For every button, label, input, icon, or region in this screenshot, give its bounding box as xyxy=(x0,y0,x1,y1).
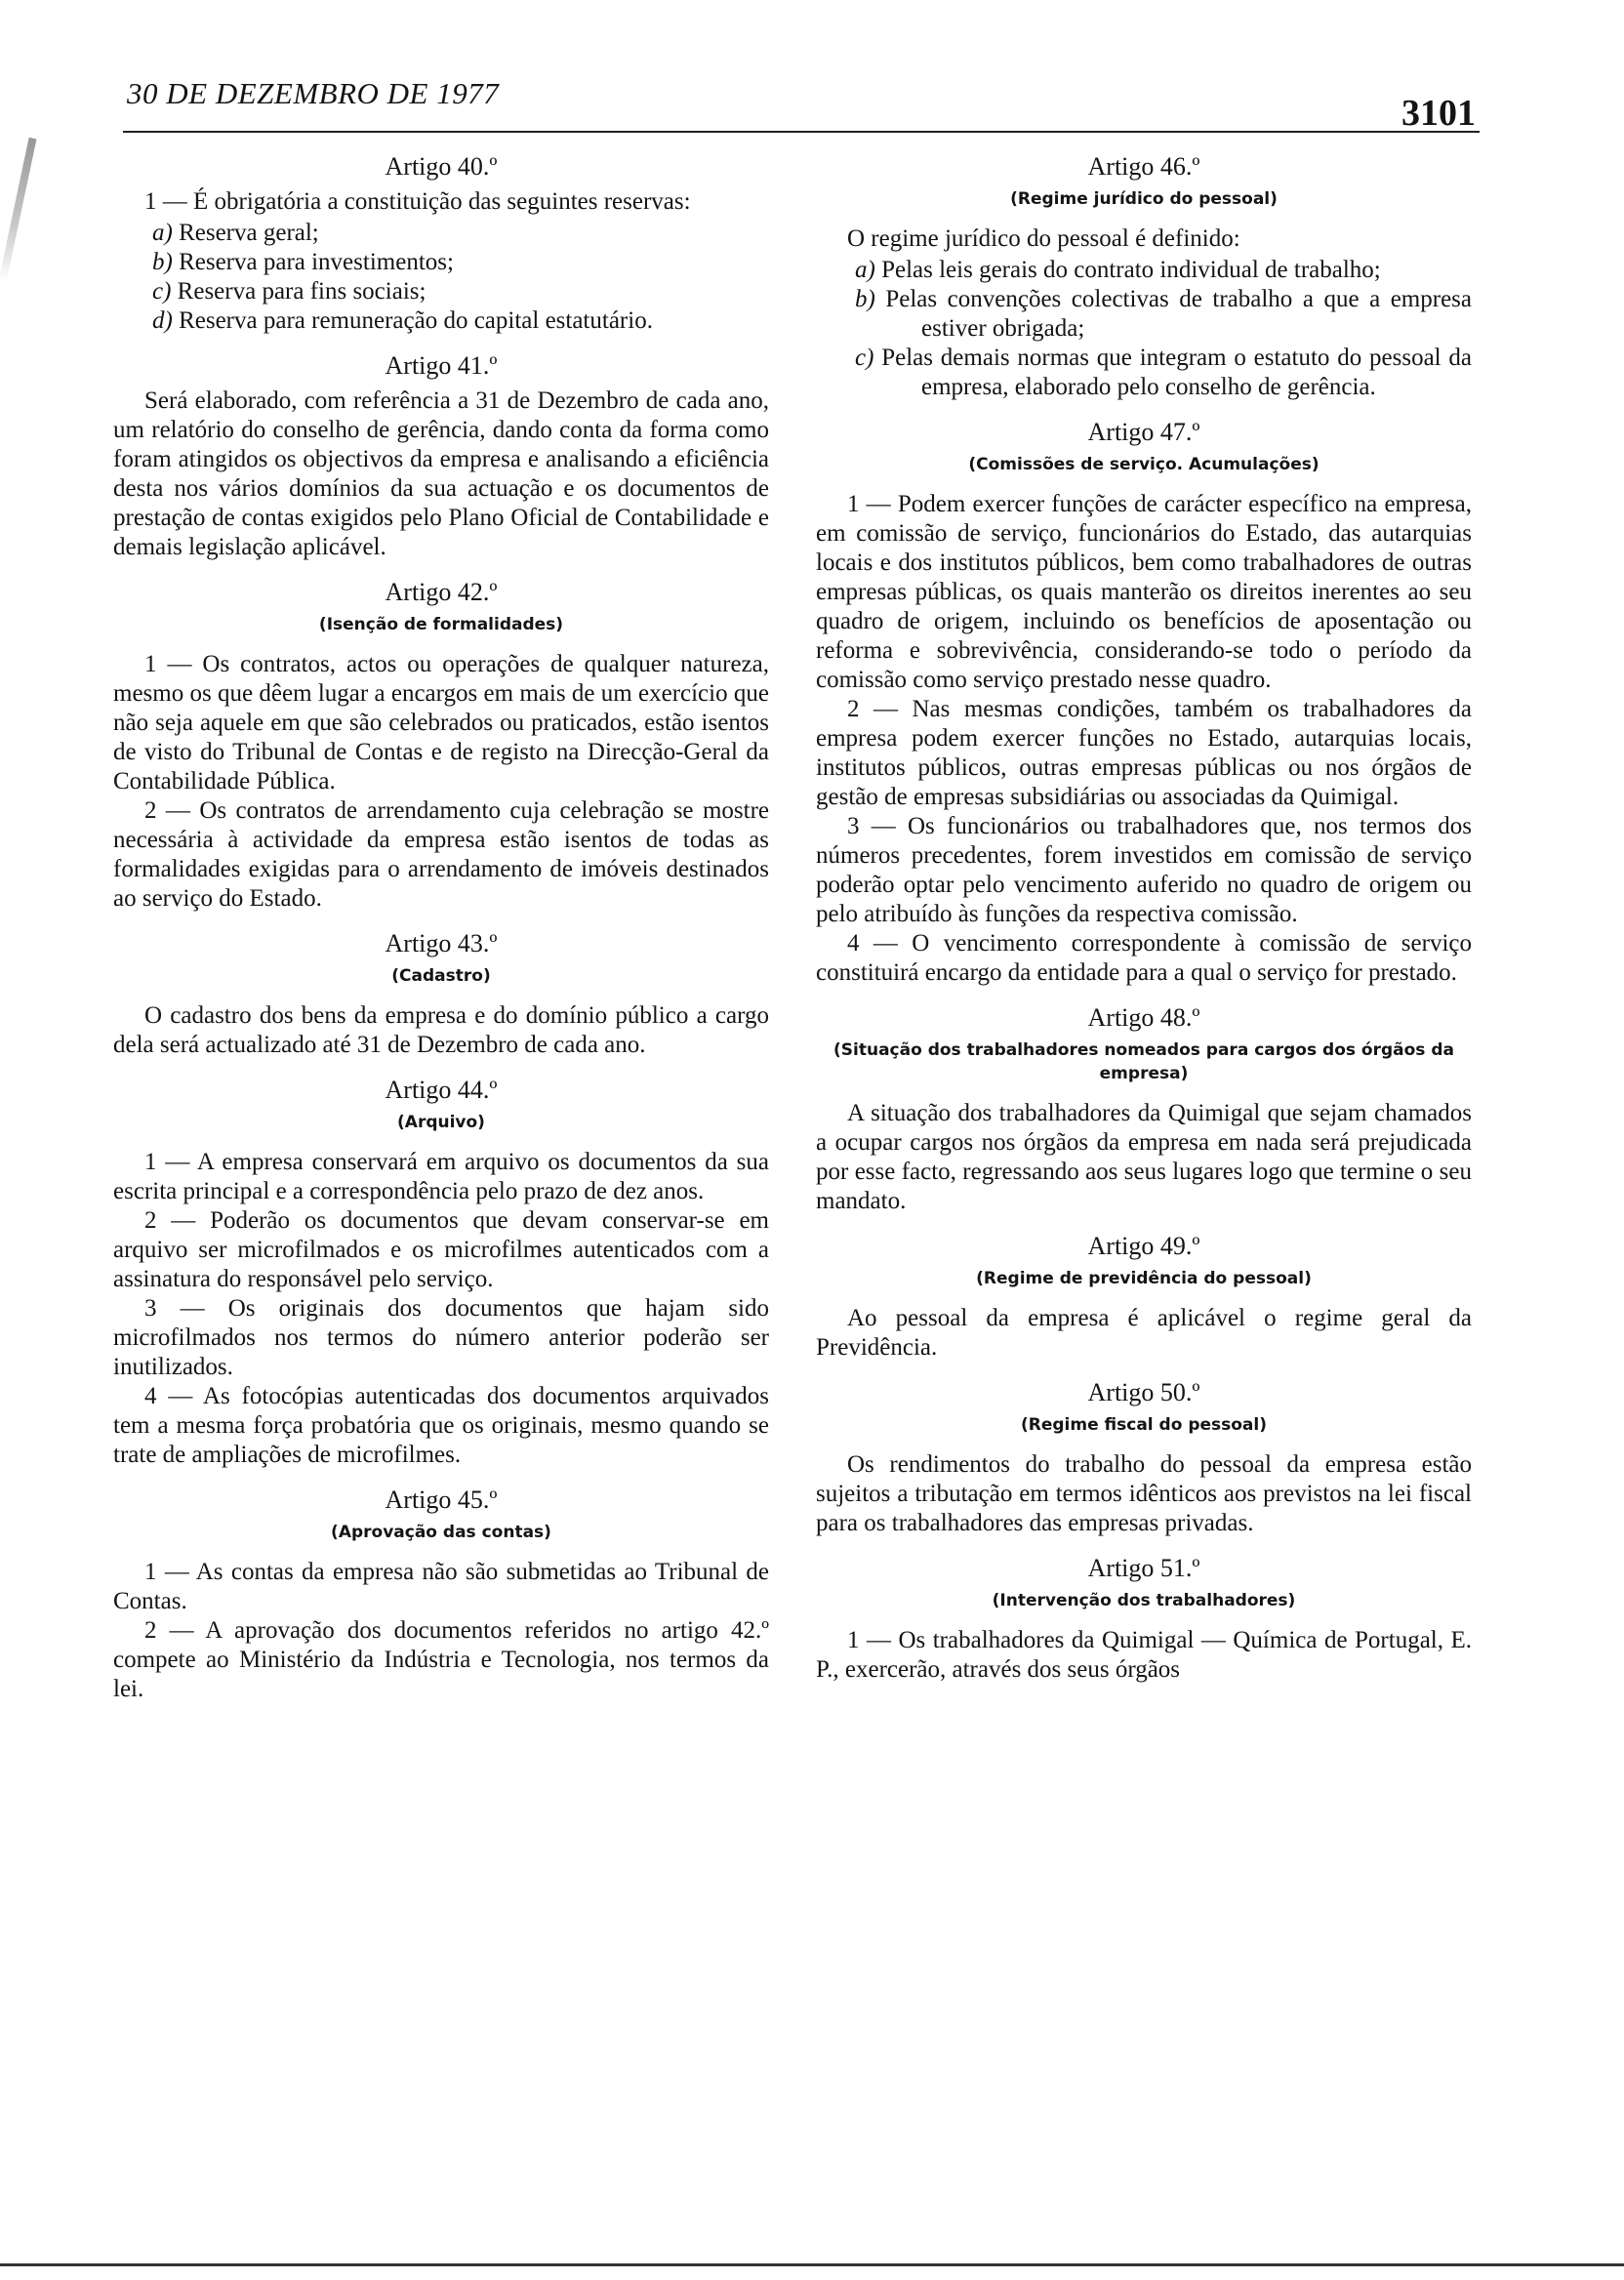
list-item xyxy=(113,277,769,306)
article-paragraph: 2 — Poderão os documentos que devam conservar-se em arquivo ser microfilmados e os microfilmes autenticados com a assinatura do responsável pelo serviço. xyxy=(113,1207,769,1292)
article-paragraph: 1 — A empresa conservará em arquivo os documentos da sua escrita principal e a correspondência pelo prazo de dez anos. xyxy=(113,1149,769,1204)
article-title: Artigo 45.º xyxy=(385,1486,498,1514)
article xyxy=(113,929,769,1060)
list-item-label: b) xyxy=(855,286,875,312)
article-subtitle: (Regime fiscal do pessoal) xyxy=(1020,1415,1267,1435)
article-paragraph: 4 — As fotocópias autenticadas dos documentos arquivados tem a mesma força probatória que os originais, mesmo quando se trate de ampliações de microfilmes. xyxy=(113,1383,769,1468)
list-item-label: d) xyxy=(152,307,173,334)
list-item xyxy=(113,306,769,336)
article xyxy=(816,418,1472,988)
list-item-text: Pelas convenções colectivas de trabalho a que a empresa estiver obrigada; xyxy=(885,286,1473,342)
article xyxy=(113,152,769,336)
article xyxy=(113,578,769,914)
list-item xyxy=(113,248,769,277)
list-item-label: c) xyxy=(152,278,172,305)
article xyxy=(816,1554,1472,1685)
article xyxy=(113,1076,769,1470)
list-item xyxy=(816,285,1472,344)
article-title: Artigo 44.º xyxy=(385,1076,498,1104)
article xyxy=(113,1486,769,1704)
article-title: Artigo 42.º xyxy=(385,578,498,606)
article-paragraph: O cadastro dos bens da empresa e do domínio público a cargo dela será actualizado até 31 de Dezembro de cada ano. xyxy=(113,1002,769,1058)
article-paragraph: 2 — Nas mesmas condições, também os trabalhadores da empresa podem exercer funções no Estado, autarquias locais, institutos públicos, outras empresas públicas ou nos órgãos de gestão de empresas subsidiárias ou associadas da Quimigal. xyxy=(816,696,1472,810)
article-paragraph: Os rendimentos do trabalho do pessoal da empresa estão sujeitos a tributação em termos idênticos aos previstos na lei fiscal para os trabalhadores das empresas privadas. xyxy=(816,1451,1472,1536)
article-paragraph: 3 — Os funcionários ou trabalhadores que, nos termos dos números precedentes, forem investidos em comissão de serviço poderão optar pelo vencimento auferido no quadro de origem ou pelo atribuído às funções da respectiva comissão. xyxy=(816,813,1472,927)
article xyxy=(816,152,1472,402)
article-title: Artigo 48.º xyxy=(1087,1003,1200,1032)
article-paragraph: 1 — É obrigatória a constituição das seguintes reservas: xyxy=(144,188,691,215)
header-date: 30 DE DEZEMBRO DE 1977 xyxy=(127,76,500,110)
list-item-text: Reserva geral; xyxy=(179,220,319,246)
article xyxy=(113,351,769,562)
article-paragraph: Ao pessoal da empresa é aplicável o regime geral da Previdência. xyxy=(816,1305,1472,1361)
article-title: Artigo 41.º xyxy=(385,351,498,380)
article-subtitle: (Isenção de formalidades) xyxy=(318,615,564,634)
article-list xyxy=(113,219,769,336)
article-title: Artigo 51.º xyxy=(1087,1554,1200,1582)
bottom-rule xyxy=(0,2263,1624,2266)
list-item xyxy=(816,344,1472,402)
article-subtitle: (Situação dos trabalhadores nomeados para cargos dos órgãos da empresa) xyxy=(833,1040,1454,1083)
article-subtitle: (Regime de previdência do pessoal) xyxy=(976,1269,1312,1288)
article-paragraph: Será elaborado, com referência a 31 de Dezembro de cada ano, um relatório do conselho de gerência, dando conta da forma como foram atingidos os objectivos da empresa e analisando a eficiência desta nos vários domínios da sua actuação e os documentos de prestação de contas exigidos pelo Plano Oficial de Contabilidade e demais legislação aplicável. xyxy=(113,387,769,560)
list-item xyxy=(816,256,1472,285)
article-title: Artigo 43.º xyxy=(385,929,498,957)
list-item-text: Pelas demais normas que integram o estatuto do pessoal da empresa, elaborado pelo conselho de gerência. xyxy=(881,345,1473,400)
page-header xyxy=(123,68,1480,133)
list-item-text: Reserva para investimentos; xyxy=(179,249,454,275)
article xyxy=(816,1232,1472,1363)
list-item-label: b) xyxy=(152,249,173,275)
article-title: Artigo 49.º xyxy=(1087,1232,1200,1260)
article-paragraph: A situação dos trabalhadores da Quimigal que sejam chamados a ocupar cargos nos órgãos da empresa em nada será prejudicada por esse facto, regressando aos seus lugares logo que termine o seu mandato. xyxy=(816,1100,1472,1214)
scan-margin-mark xyxy=(0,138,37,282)
article-paragraph: O regime jurídico do pessoal é definido: xyxy=(847,225,1240,252)
article xyxy=(816,1003,1472,1216)
article-paragraph: 3 — Os originais dos documentos que hajam sido microfilmados nos termos do número anterior poderão ser inutilizados. xyxy=(113,1295,769,1380)
article xyxy=(816,1378,1472,1538)
list-item-text: Pelas leis gerais do contrato individual de trabalho; xyxy=(881,257,1381,283)
list-item-text: Reserva para fins sociais; xyxy=(177,278,426,305)
article-title: Artigo 46.º xyxy=(1087,152,1200,181)
article-title: Artigo 50.º xyxy=(1087,1378,1200,1406)
article-title: Artigo 47.º xyxy=(1087,418,1200,446)
list-item-text: Reserva para remuneração do capital estatutário. xyxy=(179,307,653,334)
right-column xyxy=(816,146,1472,1700)
article-paragraph: 2 — Os contratos de arrendamento cuja celebração se mostre necessária à actividade da empresa estão isentos de todas as formalidades exigidas para o arrendamento de imóveis destinados ao serviço do Estado. xyxy=(113,797,769,912)
list-item-label: c) xyxy=(855,345,874,371)
article-paragraph: 4 — O vencimento correspondente à comissão de serviço constituirá encargo da entidade para a qual o serviço for prestado. xyxy=(816,930,1472,986)
article-subtitle: (Arquivo) xyxy=(397,1113,485,1132)
article-title: Artigo 40.º xyxy=(385,152,498,181)
article-subtitle: (Regime jurídico do pessoal) xyxy=(1010,189,1278,209)
article-subtitle: (Aprovação das contas) xyxy=(331,1523,551,1542)
article-list xyxy=(816,256,1472,402)
left-column xyxy=(113,146,769,1720)
article-subtitle: (Intervenção dos trabalhadores) xyxy=(992,1591,1296,1610)
list-item xyxy=(113,219,769,248)
list-item-label: a) xyxy=(855,257,875,283)
article-paragraph: 2 — A aprovação dos documentos referidos no artigo 42.º compete ao Ministério da Indústria e Tecnologia, nos termos da lei. xyxy=(113,1617,769,1702)
article-paragraph: 1 — As contas da empresa não são submetidas ao Tribunal de Contas. xyxy=(113,1559,769,1614)
article-subtitle: (Comissões de serviço. Acumulações) xyxy=(968,455,1320,474)
article-paragraph: 1 — Os trabalhadores da Quimigal — Química de Portugal, E. P., exercerão, através dos seus órgãos xyxy=(816,1627,1472,1683)
page-number: 3101 xyxy=(1401,93,1476,134)
article-paragraph: 1 — Podem exercer funções de carácter específico na empresa, em comissão de serviço, funcionários do Estado, das autarquias locais e dos institutos públicos, bem como trabalhadores de outras empresas públicas, os quais manterão os direitos inerentes ao seu quadro de origem, incluindo os benefícios de aposentação ou reforma e sobrevivência, considerando-se todo o período da comissão como serviço prestado nesse quadro. xyxy=(816,491,1472,693)
list-item-label: a) xyxy=(152,220,173,246)
article-paragraph: 1 — Os contratos, actos ou operações de qualquer natureza, mesmo os que dêem lugar a encargos em mais de um exercício que não seja aquele em que são celebrados ou praticados, estão isentos de visto do Tribunal de Contas e de registo na Direcção-Geral da Contabilidade Pública. xyxy=(113,651,769,794)
article-subtitle: (Cadastro) xyxy=(391,966,491,986)
